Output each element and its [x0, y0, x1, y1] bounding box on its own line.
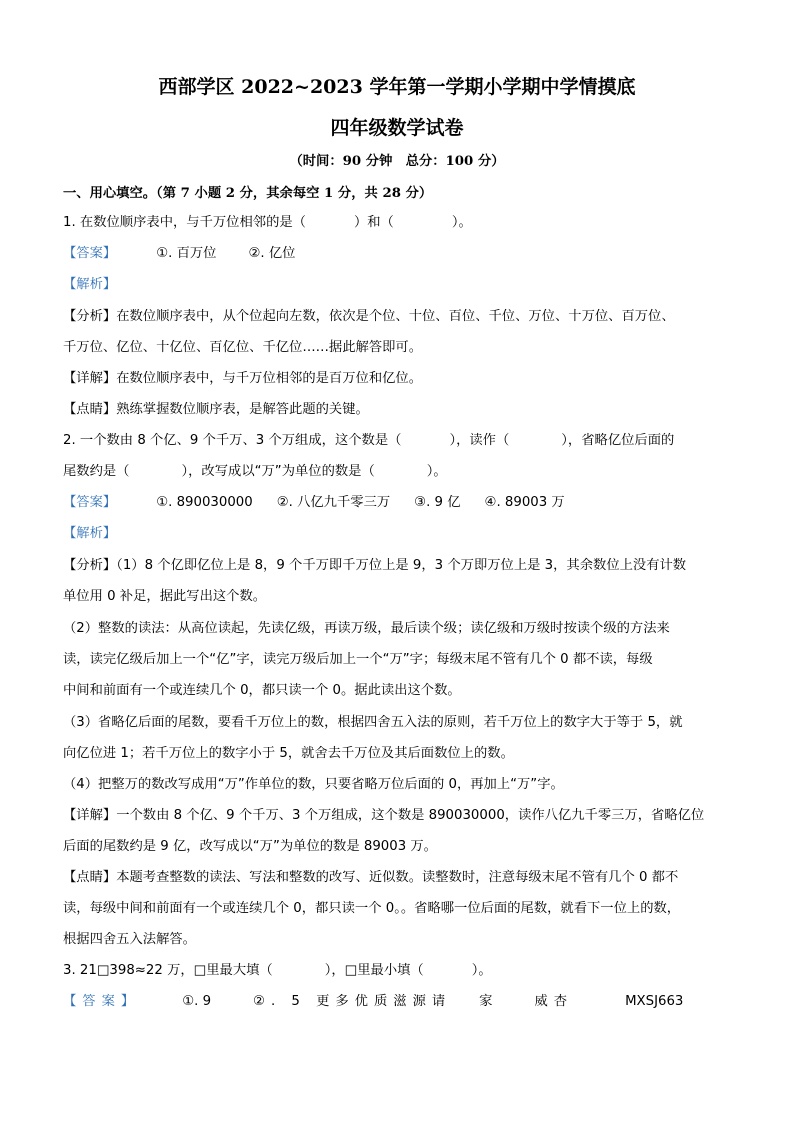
question-1-comment: 【点睛】熟练掌握数位顺序表，是解答此题的关键。 [63, 402, 369, 417]
watermark-text: 家 [479, 994, 499, 1009]
section-heading: 一、用心填空。（第 7 小题 2 分，其余每空 1 分，共 28 分） [63, 186, 433, 201]
question-1-fenxi: 【分析】在数位顺序表中，从个位起向左数，依次是个位、十位、百位、千位、万位、十万位、百万位、 [63, 309, 675, 324]
question-2-comment: 【点睛】本题考查整数的读法、写法和整数的改写、近似数。读整数时，注意每级末尾不管有几个 0 都不 [63, 870, 679, 885]
answer-item: ①. 百万位 [156, 246, 217, 261]
question-2-detail: 【详解】一个数由 8 个亿、9 个千万、3 个万组成，这个数是 890030000，读作八亿九千零三万，省略亿位 [63, 808, 705, 823]
question-2-point-3-cont: 向亿位进 1；若千万位上的数字小于 5，就舍去千万位及其后面数位上的数。 [63, 746, 514, 761]
question-2-fenxi-cont: 单位用 0 补足，据此写出这个数。 [63, 589, 267, 604]
question-2-detail-cont: 后面的尾数约是 9 亿，改写成以“万”为单位的数是 89003 万。 [63, 839, 437, 854]
question-2-comment-cont: 根据四舍五入法解答。 [63, 932, 196, 947]
answer-item: ④. 89003 万 [484, 495, 565, 510]
question-1-stem: 1. 在数位顺序表中，与千万位相邻的是（ ）和（ ）。 [63, 215, 472, 230]
question-1-fenxi-cont: 千万位、亿位、十亿位、百亿位、千亿位……据此解答即可。 [63, 340, 423, 355]
question-3-answer: 【答案】 ①. 9 ②. 5 更多优质滋源请 家 威杏 MXSJ663 [63, 992, 731, 1012]
exam-subtitle: 四年级数学试卷 [330, 117, 464, 139]
analysis-tag: 【解析】 [63, 277, 117, 292]
answer-item: ①. 890030000 [156, 495, 253, 510]
question-1-detail: 【详解】在数位顺序表中，与千万位相邻的是百万位和亿位。 [63, 371, 423, 386]
question-2-answer: 【答案】 ①. 890030000 ②. 八亿九千零三万 ③. 9 亿 ④. 89003 万 [63, 493, 731, 513]
exam-title: 西部学区 2022~2023 学年第一学期小学期中学情摸底 [158, 76, 636, 98]
question-2-comment-cont: 读，每级中间和前面有一个或连续几个 0，都只读一个 0。。省略哪一位后面的尾数，就看下一位上的数， [63, 901, 681, 916]
answer-item: ③. 9 亿 [414, 495, 461, 510]
analysis-tag: 【解析】 [63, 526, 117, 541]
watermark-text: 威杏 [534, 994, 574, 1009]
watermark-code: MXSJ663 [625, 994, 684, 1009]
question-2-stem-cont: 尾数约是（ ），改写成以“万”为单位的数是（ ）。 [63, 464, 447, 479]
answer-item: ②. 八亿九千零三万 [276, 495, 391, 510]
question-2-fenxi: 【分析】（1）8 个亿即亿位上是 8，9 个千万即千万位上是 9，3 个万即万位上是 3，其余数位上没有计数 [63, 558, 687, 573]
question-2-point-2-cont: 中间和前面有一个或连续几个 0，都只读一个 0。据此读出这个数。 [63, 683, 461, 698]
answer-item: ②. 亿位 [248, 246, 296, 261]
question-2-point-2: （2）整数的读法：从高位读起，先读亿级，再读万级，最后读个级；读亿级和万级时按读个级的方法来 [63, 621, 670, 636]
question-2-point-3: （3）省略亿后面的尾数，要看千万位上的数，根据四舍五入法的原则，若千万位上的数字大于等于 5，就 [63, 715, 683, 730]
question-3-stem: 3. 21□398≈22 万，□里最大填（ ），□里最小填（ ）。 [63, 963, 492, 978]
question-2-stem: 2. 一个数由 8 个亿、9 个千万、3 个万组成，这个数是（ ），读作（ ），省略亿位后面的 [63, 433, 675, 448]
answer-item: ②. 5 更多优质滋源请 [253, 994, 452, 1009]
question-2-point-2-cont: 读，读完亿级后加上一个“亿”字，读完万级后加上一个“万”字；每级末尾不管有几个 0 都不读，每级 [63, 652, 653, 667]
question-1-answer: 【答案】 ①. 百万位 ②. 亿位 [63, 244, 731, 264]
answer-item: ①. 9 [182, 994, 212, 1009]
exam-info: （时间：90 分钟 总分：100 分） [289, 154, 505, 169]
question-2-point-4: （4）把整万的数改写成用“万”作单位的数，只要省略万位后面的 0，再加上“万”字。 [63, 777, 564, 792]
